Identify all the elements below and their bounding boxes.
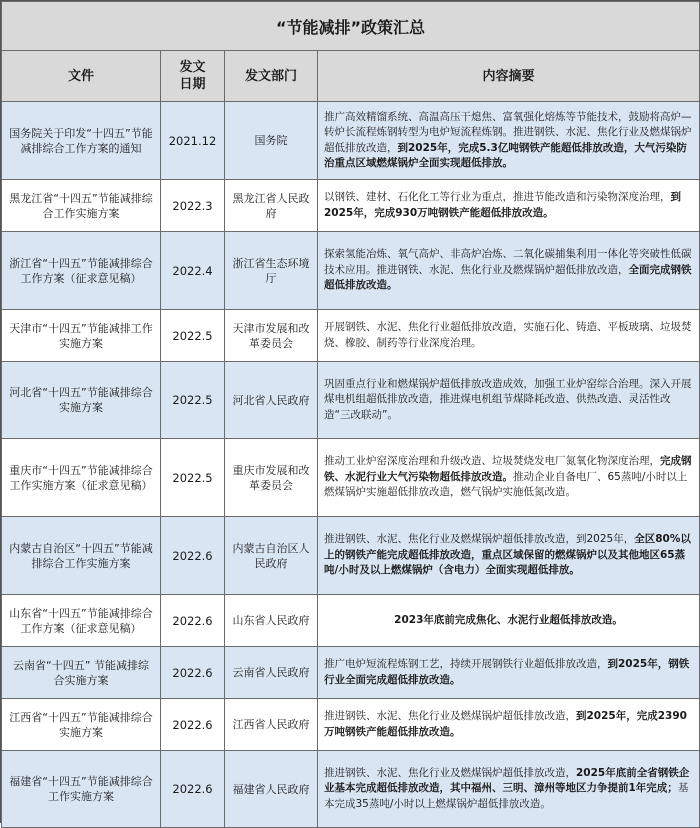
issue-date-cell: 2022.5 (161, 310, 225, 362)
issue-date-cell: 2022.6 (161, 595, 225, 647)
issuing-dept-cell: 云南省人民政府 (225, 647, 318, 699)
summary-highlight-text: 2023年底前完成焦化、水泥行业超低排放改造。 (394, 613, 623, 626)
summary-highlight-text: 到2025年，完成2390万吨钢铁产能超低排放改造。 (324, 710, 687, 738)
summary-text: 探索氢能冶炼、氧气高炉、非高炉冶炼、二氧化碳捕集利用一体化等突破性低碳技术应用。推进钢铁、水泥、焦化行业及燃煤锅炉超低排放改造， (324, 248, 692, 276)
column-header-summary: 内容摘要 (318, 51, 700, 102)
summary-text: 推广电炉短流程炼钢工艺，持续开展钢铁行业超低排放改造， (324, 658, 608, 670)
table-row (2, 699, 700, 751)
issuing-dept-cell: 黑龙江省人民政府 (225, 180, 318, 232)
file-name-cell: 重庆市“十四五”节能减排综合工作实施方案（征求意见稿） (2, 439, 161, 517)
table-row (2, 595, 700, 647)
issue-date-cell: 2021.12 (161, 102, 225, 180)
summary-highlight-text: 2025年底前全省钢铁企业基本完成超低排放改造， (324, 766, 690, 795)
summary-highlight-text: 到2025年，钢铁行业全面完成超低排放改造。 (324, 658, 690, 686)
column-header-date (161, 51, 225, 102)
summary-highlight-text: 全区80%以上的钢铁产能完成超低排放改造，重点区域保留的燃煤锅炉以及其他地区65蒸吨/小时及以上燃煤锅炉（含电力）全面实现超低排放。 (324, 533, 691, 577)
summary-text: 巩固重点行业和燃煤锅炉超低排放改造成效，加强工业炉窑综合治理。深入开展煤电机组超低排放改造，推进煤电机组节煤降耗改造、供热改造、灵活性改造“三改联动”。 (324, 377, 692, 421)
table-title: “节能减排”政策汇总 (2, 2, 700, 51)
issuing-dept-cell: 国务院 (225, 102, 318, 180)
summary-text: 推动工业炉窑深度治理和升级改造、垃圾焚烧发电厂氮氧化物深度治理， (324, 455, 660, 468)
issue-date-cell: 2022.3 (161, 180, 225, 232)
table-row (2, 232, 700, 310)
summary-text: 推进钢铁、水泥、焦化行业及燃煤锅炉超低排放改造，到2025年， (324, 533, 635, 546)
summary-highlight-text: 完成钢铁、水泥行业大气污染物超低排放改造。 (324, 455, 692, 483)
column-header-date-label: 发文日期 (179, 60, 206, 92)
table-row (2, 751, 700, 828)
issue-date-cell: 2022.5 (161, 362, 225, 439)
table-body (2, 102, 700, 828)
summary-highlight-text: 全面完成钢铁超低排放改造。 (324, 263, 692, 292)
file-name-cell: 河北省“十四五”节能减排综合实施方案 (2, 362, 161, 439)
issuing-dept-cell: 山东省人民政府 (225, 595, 318, 647)
table-row (2, 647, 700, 699)
summary-text: 推进钢铁、水泥、焦化行业及燃煤锅炉超低排放改造， (324, 766, 576, 779)
summary-cell (318, 102, 700, 180)
file-name-cell: 内蒙古自治区“十四五”节能减排综合工作实施方案 (2, 517, 161, 595)
issue-date-cell: 2022.6 (161, 751, 225, 828)
issue-date-cell: 2022.5 (161, 439, 225, 517)
summary-cell (318, 232, 700, 310)
issue-date-cell: 2022.6 (161, 699, 225, 751)
issue-date-cell: 2022.6 (161, 517, 225, 595)
file-name-cell: 天津市“十四五”节能减排工作实施方案 (2, 310, 161, 362)
summary-cell (318, 595, 700, 647)
policy-table (1, 1, 700, 828)
file-name-cell: 国务院关于印发“十四五”节能减排综合工作方案的通知 (2, 102, 161, 180)
file-name-cell: 浙江省“十四五”节能减排综合工作方案（征求意见稿） (2, 232, 161, 310)
summary-cell (318, 362, 700, 439)
table-row (2, 362, 700, 439)
summary-cell (318, 310, 700, 362)
summary-text: 基本完成35蒸吨/小时以上燃煤锅炉超低排放改造。 (324, 782, 689, 810)
summary-cell (318, 751, 700, 828)
summary-text: 推广高效精馏系统、高温高压干熄焦、富氧强化熔炼等节能技术，鼓励将高炉—转炉长流程炼钢转型为电炉短流程炼钢。推进钢铁、水泥、焦化行业及燃煤锅炉超低排放改造， (324, 110, 692, 154)
issue-date-cell: 2022.6 (161, 647, 225, 699)
issuing-dept-cell: 浙江省生态环境厅 (225, 232, 318, 310)
summary-cell (318, 180, 700, 232)
file-name-cell: 云南省“十四五” 节能减排综合实施方案 (2, 647, 161, 699)
summary-text: 推动企业自备电厂、65蒸吨/小时以上燃煤锅炉实施超低排放改造，燃气锅炉实施低氮改造。 (324, 470, 688, 499)
table-row (2, 439, 700, 517)
issuing-dept-cell: 内蒙古自治区人民政府 (225, 517, 318, 595)
summary-cell (318, 647, 700, 699)
table-row (2, 517, 700, 595)
issuing-dept-cell: 江西省人民政府 (225, 699, 318, 751)
table-row (2, 102, 700, 180)
issuing-dept-cell: 河北省人民政府 (225, 362, 318, 439)
summary-text: 开展钢铁、水泥、焦化行业超低排放改造，实施石化、铸造、平板玻璃、垃圾焚烧、橡胶、制药等行业深度治理。 (324, 321, 692, 349)
issue-date-cell: 2022.4 (161, 232, 225, 310)
summary-highlight-text: 到2025年，完成930万吨钢铁产能超低排放改造。 (324, 191, 681, 219)
file-name-cell: 福建省“十四五”节能减排综合工作实施方案 (2, 751, 161, 828)
summary-text: 推进钢铁、水泥、焦化行业及燃煤锅炉超低排放改造， (324, 710, 576, 722)
column-header-file: 文件 (2, 51, 161, 102)
summary-cell (318, 439, 700, 517)
table-row (2, 180, 700, 232)
column-header-dept: 发文部门 (225, 51, 318, 102)
table-row (2, 310, 700, 362)
summary-text: 以钢铁、建材、石化化工等行业为重点，推进节能改造和污染物深度治理， (324, 191, 671, 203)
file-name-cell: 山东省“十四五”节能减排综合工作方案（征求意见稿） (2, 595, 161, 647)
file-name-cell: 黑龙江省“十四五”节能减排综合工作实施方案 (2, 180, 161, 232)
file-name-cell: 江西省“十四五”节能减排综合实施方案 (2, 699, 161, 751)
issuing-dept-cell: 重庆市发展和改革委员会 (225, 439, 318, 517)
issuing-dept-cell: 福建省人民政府 (225, 751, 318, 828)
summary-cell (318, 699, 700, 751)
summary-highlight-text: 其中福州、三明、漳州等地区力争提前1年完成； (450, 782, 678, 795)
summary-highlight-text: 到2025年，完成5.3亿吨钢铁产能超低排放改造，大气污染防治重点区域燃煤锅炉全面实现超低排放。 (324, 141, 687, 169)
issuing-dept-cell: 天津市发展和改革委员会 (225, 310, 318, 362)
summary-cell (318, 517, 700, 595)
